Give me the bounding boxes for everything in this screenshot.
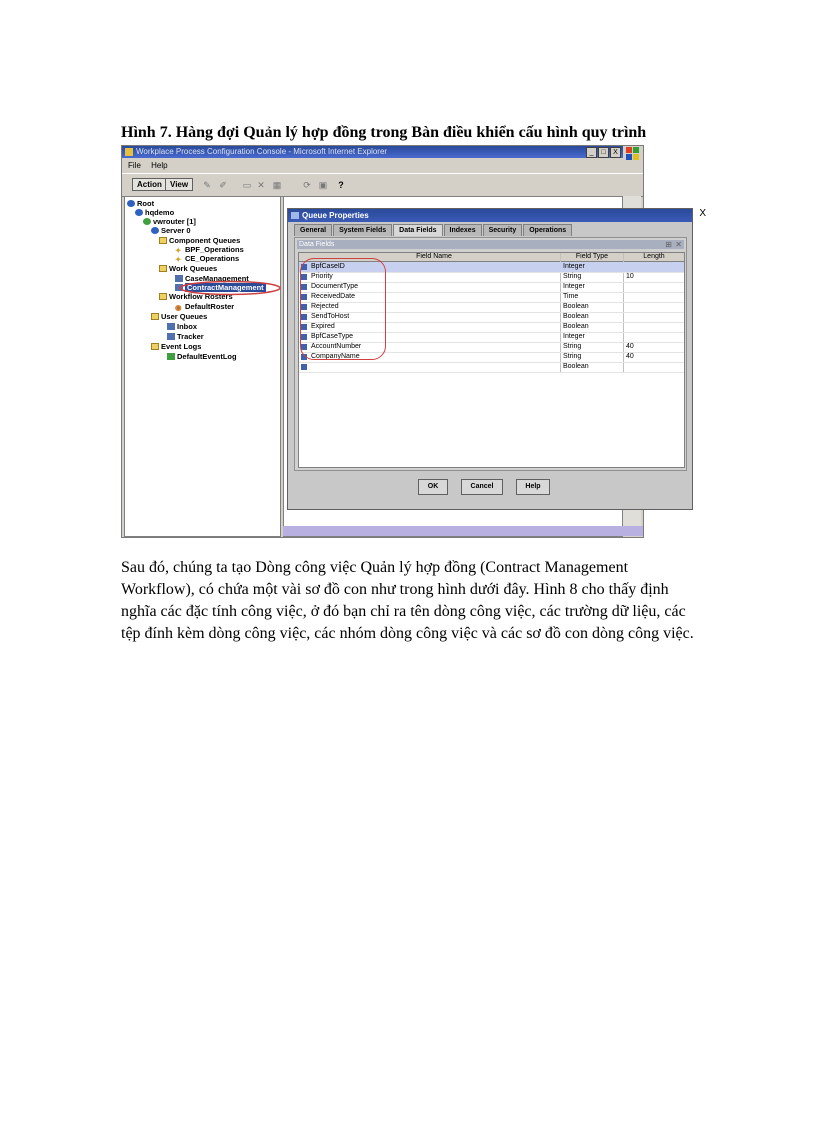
window-app-icon	[125, 148, 133, 156]
table-row[interactable]: SendToHost Boolean	[299, 312, 684, 323]
tree-node[interactable]: Inbox	[167, 322, 197, 331]
edit-icon[interactable]: ✐	[219, 180, 227, 190]
tree-node[interactable]: ✦ CE_Operations	[175, 254, 240, 264]
table-row[interactable]: Priority String 10	[299, 272, 684, 283]
menu-help[interactable]: Help	[151, 161, 168, 170]
dialog-titlebar	[288, 209, 692, 222]
roster-icon: ◉	[175, 303, 182, 312]
body-paragraph: Sau đó, chúng ta tạo Dòng công việc Quản lý hợp đồng (Contract Management Workflow), có chứa một vài sơ đồ con như trong hình dưới đây. Hình 8 cho thấy định nghĩa các đặc tính công việc, ở đó bạn chỉ ra tên dòng công việc, các trường dữ liệu, các tệp đính kèm dòng công việc, các nhóm dòng công việc và các sơ đồ con dòng công việc.	[121, 559, 694, 642]
tab-general[interactable]: General	[294, 224, 332, 236]
tree-node[interactable]: DefaultEventLog	[167, 352, 237, 361]
table-row[interactable]: Expired Boolean	[299, 322, 684, 333]
add-row-icon[interactable]: ⊞	[665, 240, 672, 249]
component-icon: ✦	[175, 246, 182, 255]
folder-icon	[151, 343, 159, 350]
navigation-tree	[124, 196, 281, 537]
tree-node[interactable]: Server 0	[151, 226, 191, 235]
event-log-icon	[167, 353, 175, 360]
figure-screenshot	[121, 145, 706, 538]
window-titlebar	[122, 146, 623, 158]
tree-node[interactable]: Workflow Rosters	[159, 292, 233, 301]
window-title: Workplace Process Configuration Console - Microsoft Internet Explorer	[136, 147, 388, 156]
router-icon	[143, 218, 151, 225]
panel-title: Data Fields	[297, 240, 684, 249]
table-row[interactable]: Boolean	[299, 362, 684, 373]
queue-properties-dialog	[287, 208, 706, 510]
column-field-name[interactable]: Field Name	[416, 253, 452, 260]
help-icon[interactable]: ?	[338, 180, 344, 190]
table-row[interactable]: AccountNumber String 40	[299, 342, 684, 353]
tree-node[interactable]: Work Queues	[159, 264, 217, 273]
dialog-title: Queue Properties	[302, 211, 369, 220]
tree-node[interactable]: ◉ DefaultRoster	[175, 302, 235, 312]
inbox-icon	[167, 323, 175, 330]
menu-file[interactable]: File	[128, 161, 141, 170]
menu-bar	[122, 159, 643, 172]
column-length[interactable]: Length	[643, 253, 665, 260]
tab-operations[interactable]: Operations	[523, 224, 572, 236]
remove-row-icon[interactable]: ✕	[675, 240, 682, 249]
tree-node[interactable]: Root	[127, 199, 154, 208]
tab-security[interactable]: Security	[483, 224, 523, 236]
root-icon	[127, 200, 135, 207]
tab-system-fields[interactable]: System Fields	[333, 224, 392, 236]
table-row[interactable]: ReceivedDate Time	[299, 292, 684, 303]
table-row[interactable]: BpfCaseID Integer	[299, 262, 684, 273]
tree-node[interactable]: hqdemo	[135, 208, 174, 217]
ok-button[interactable]: OK	[418, 479, 448, 495]
folder-icon	[159, 265, 167, 272]
table-row[interactable]: CompanyName String 40	[299, 352, 684, 363]
domain-icon	[135, 209, 143, 216]
dialog-buttons	[288, 479, 692, 497]
server-icon	[151, 227, 159, 234]
table-row[interactable]: DocumentType Integer	[299, 282, 684, 293]
properties-icon[interactable]: ✎	[203, 180, 211, 190]
save-icon[interactable]: ▭	[242, 180, 252, 190]
tree-node[interactable]: Tracker	[167, 332, 204, 341]
component-icon: ✦	[175, 255, 182, 264]
tree-node[interactable]: vwrouter [1]	[143, 217, 196, 226]
window-controls	[586, 147, 621, 158]
field-icon	[301, 364, 307, 370]
folder-icon	[151, 313, 159, 320]
tab-indexes[interactable]: Indexes	[444, 224, 482, 236]
highlight-oval-tree	[178, 280, 282, 296]
dialog-tabs	[294, 224, 573, 236]
close-button[interactable]: X	[610, 147, 621, 158]
tree-node[interactable]: CaseManagement	[175, 274, 249, 283]
tree-node[interactable]: User Queues	[151, 312, 207, 321]
data-fields-panel	[294, 237, 687, 471]
highlight-oval-fields	[300, 258, 386, 360]
dialog-icon	[291, 212, 299, 219]
tab-data-fields[interactable]: Data Fields	[393, 224, 442, 236]
tree-node[interactable]: Event Logs	[151, 342, 201, 351]
tree-node-selected[interactable]: ContractManagement	[175, 283, 266, 292]
action-button[interactable]: Action	[132, 178, 167, 191]
help-button[interactable]: Help	[516, 479, 550, 495]
window-icon[interactable]: ▣	[318, 180, 328, 190]
figure-caption: Hình 7. Hàng đợi Quản lý hợp đồng trong Bàn điều khiển cấu hình quy trình	[121, 124, 647, 141]
cancel-button[interactable]: Cancel	[461, 479, 503, 495]
tree-node[interactable]: ✦ BPF_Operations	[175, 245, 244, 255]
folder-icon	[159, 237, 167, 244]
grid-icon[interactable]: ▦	[272, 180, 282, 190]
view-button[interactable]: View	[165, 178, 193, 191]
toolbar	[122, 173, 643, 197]
tracker-icon	[167, 333, 175, 340]
horizontal-scrollbar[interactable]	[283, 526, 643, 536]
minimize-button[interactable]: _	[586, 147, 597, 158]
table-row[interactable]: BpfCaseType Integer	[299, 332, 684, 343]
column-field-type[interactable]: Field Type	[575, 253, 609, 260]
refresh-icon[interactable]: ⟳	[303, 180, 311, 190]
delete-icon[interactable]: ✕	[257, 180, 265, 190]
tree-node[interactable]: Component Queues	[159, 236, 240, 245]
data-fields-grid	[298, 252, 685, 468]
table-row[interactable]: Rejected Boolean	[299, 302, 684, 313]
maximize-button[interactable]: □	[598, 147, 609, 158]
dialog-close-button[interactable]: X	[699, 208, 706, 219]
folder-icon	[159, 293, 167, 300]
